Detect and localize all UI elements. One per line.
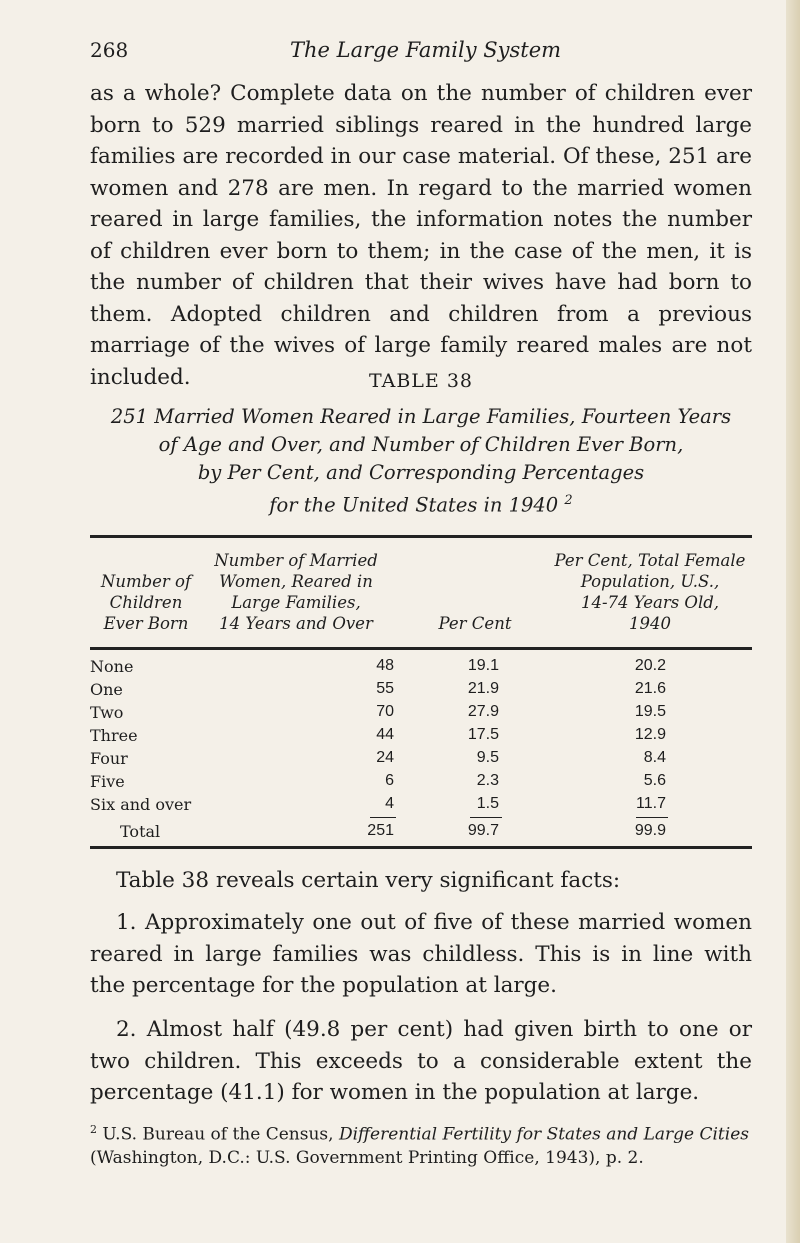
row-us-percent: 8.4 [643,749,666,766]
header-line: Number of [100,572,192,591]
row-label: None [90,657,134,676]
row-percent: 1.5 [476,795,499,812]
sum-rule-count [370,817,396,818]
table-row [90,749,752,770]
total-count: 251 [367,822,394,839]
header-line: Women, Reared in [219,572,373,591]
header-line: Per Cent [438,614,512,633]
footnote-title: Differential Fertility for States and Large Cities [338,1124,749,1145]
header-line: 14 Years and Over [219,614,373,633]
row-percent: 2.3 [476,772,499,789]
table-row [90,795,752,816]
table-header-rule [90,647,752,650]
column-header-per-cent [415,613,535,634]
table-row [90,772,752,793]
footnote-marker: 2 [90,1123,97,1136]
paragraph-fact-1: 1. Approximately one out of five of these married women reared in large families was childless. This is in line with the percentage for the population at large. [90,910,752,998]
row-us-percent: 21.6 [634,680,666,697]
caption-line: of Age and Over, and Number of Children Ever Born, [158,433,684,456]
header-line: Ever Born [103,614,189,633]
row-count: 44 [376,726,394,743]
caption-line: by Per Cent, and Corresponding Percentages [197,461,645,484]
row-label: One [90,680,123,699]
row-us-percent: 12.9 [634,726,666,743]
table-caption [90,403,752,520]
row-us-percent: 19.5 [634,703,666,720]
page-edge-shadow [786,0,800,1243]
header-line: Population, U.S., [580,572,720,591]
row-us-percent: 5.6 [643,772,666,789]
header-line: Per Cent, Total Female [554,551,746,570]
table-row [90,680,752,701]
header-line: Children [109,593,183,612]
row-count: 4 [385,795,394,812]
row-us-percent: 20.2 [634,657,666,674]
row-percent: 9.5 [476,749,499,766]
footnote [90,1118,752,1170]
total-percent: 99.7 [467,822,499,839]
sum-rule-percent [470,817,502,818]
table-row [90,657,752,678]
row-label: Two [90,703,124,722]
caption-line-text: for the United States in 1940 [269,493,559,517]
row-percent: 17.5 [467,726,499,743]
caption-line [90,487,752,520]
page-header [90,38,750,70]
footnote-text: U.S. Bureau of the Census, [102,1124,339,1145]
paragraph-fact-2: 2. Almost half (49.8 per cent) had given birth to one or two children. This exceeds to a considerable extent the percentage (41.1) for women in the population at large. [90,1017,752,1105]
page-number: 268 [90,38,129,62]
row-label: Three [90,726,138,745]
table-label: TABLE 38 [368,370,474,392]
row-label: Five [90,772,125,791]
table-row [90,726,752,747]
footnote-text-end: (Washington, D.C.: U.S. Government Printing Office, 1943), p. 2. [90,1147,644,1168]
row-percent: 27.9 [467,703,499,720]
caption-line: 251 Married Women Reared in Large Families, Fourteen Years [110,405,732,428]
total-label: Total [120,822,161,841]
column-header-married-women [196,550,396,634]
row-label: Four [90,749,128,768]
paragraph-facts-intro: Table 38 reveals certain very significant facts: [116,868,621,893]
header-line: Number of Married [214,551,378,570]
row-label: Six and over [90,795,192,814]
row-percent: 21.9 [467,680,499,697]
table-bottom-rule [90,846,752,849]
row-percent: 19.1 [467,657,499,674]
column-header-us-percent [540,550,760,634]
sum-rule-us-percent [636,817,668,818]
header-line: 1940 [629,614,671,633]
header-line: 14-74 Years Old, [580,593,720,612]
row-count: 70 [376,703,394,720]
row-us-percent: 11.7 [636,795,666,812]
row-count: 48 [376,657,394,674]
header-line: Large Families, [231,593,361,612]
row-count: 24 [376,749,394,766]
paragraph-intro: as a whole? Complete data on the number of children ever born to 529 married siblings reared in the hundred large families are recorded in our case material. Of these, 251 are women and 278 are men. In regard to the married women reared in large families, the information notes the number of children ever born to them; in the case of the men, it is the number of children that their wives have had born to them. Adopted children and children from a previous marriage of the wives of large family reared males are not included. [90,81,752,390]
row-count: 6 [385,772,394,789]
table-row [90,703,752,724]
table-top-rule [90,535,752,538]
column-header-children [90,571,202,634]
table-total-row [90,822,752,843]
running-title: The Large Family System [290,38,562,62]
footnote-ref: 2 [564,493,573,508]
row-count: 55 [376,680,394,697]
total-us-percent: 99.9 [634,822,666,839]
